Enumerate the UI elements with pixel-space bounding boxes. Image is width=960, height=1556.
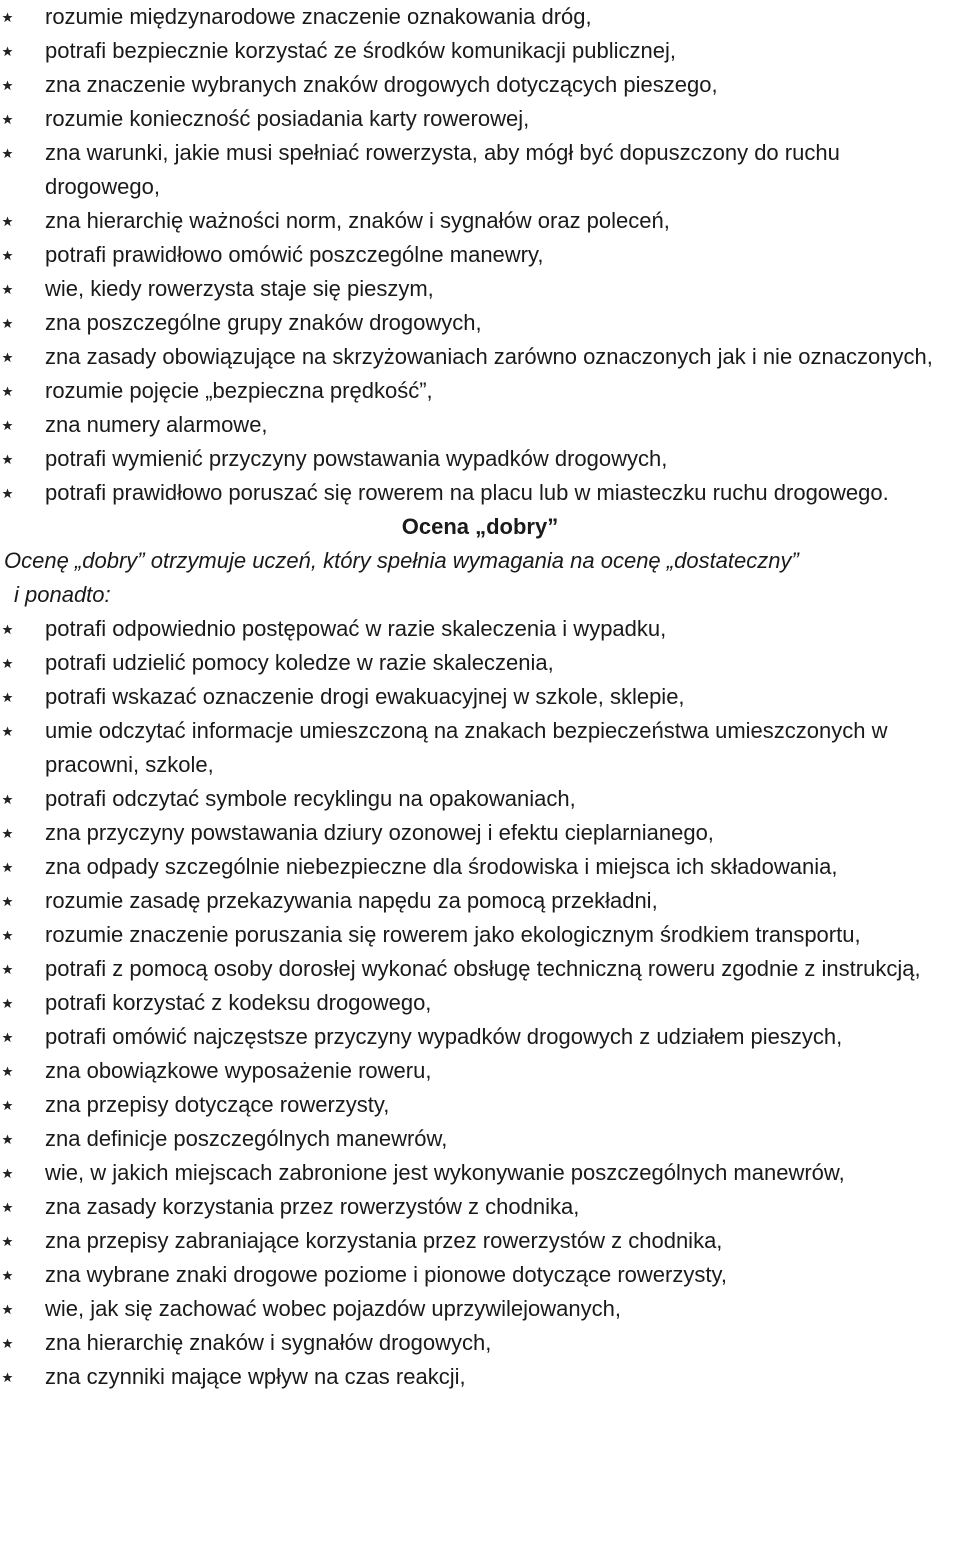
star-bullet-icon — [0, 952, 14, 986]
list-item — [0, 612, 960, 646]
star-bullet-icon — [0, 850, 14, 884]
list-item — [0, 1054, 960, 1088]
list-item-text: potrafi prawidłowo poruszać się rowerem na placu lub w miasteczku ruchu drogowego. — [45, 480, 889, 505]
star-bullet-icon — [0, 1190, 14, 1224]
list-item-text: zna czynniki mające wpływ na czas reakcji, — [45, 1364, 466, 1389]
star-bullet-icon — [0, 272, 14, 306]
list-item — [0, 408, 960, 442]
star-bullet-icon — [0, 782, 14, 816]
list-item — [0, 986, 960, 1020]
list-item-text: potrafi odpowiednio postępować w razie skaleczenia i wypadku, — [45, 616, 667, 641]
star-bullet-icon — [0, 1054, 14, 1088]
list-item-text: rozumie pojęcie „bezpieczna prędkość”, — [45, 378, 433, 403]
star-bullet-icon — [0, 102, 14, 136]
list-item-text: potrafi bezpiecznie korzystać ze środków komunikacji publicznej, — [45, 38, 676, 63]
list-item — [0, 918, 960, 952]
list-item — [0, 272, 960, 306]
star-bullet-icon — [0, 340, 14, 374]
list-item-text: potrafi wskazać oznaczenie drogi ewakuacyjnej w szkole, sklepie, — [45, 684, 685, 709]
star-bullet-icon — [0, 714, 14, 748]
list-item-text: potrafi prawidłowo omówić poszczególne manewry, — [45, 242, 544, 267]
list-item-text: zna zasady obowiązujące na skrzyżowaniach zarówno oznaczonych jak i nie oznaczonych, — [45, 344, 933, 369]
list-item — [0, 0, 960, 34]
list-item — [0, 374, 960, 408]
star-bullet-icon — [0, 34, 14, 68]
list-item — [0, 340, 960, 374]
list-item-text: zna wybrane znaki drogowe poziome i pionowe dotyczące rowerzysty, — [45, 1262, 727, 1287]
list-item-text: potrafi z pomocą osoby dorosłej wykonać obsługę techniczną roweru zgodnie z instrukcją, — [45, 956, 921, 981]
list-item-text: rozumie międzynarodowe znaczenie oznakowania dróg, — [45, 4, 592, 29]
list-item — [0, 476, 960, 510]
star-bullet-icon — [0, 68, 14, 102]
list-item-text: potrafi udzielić pomocy koledze w razie skaleczenia, — [45, 650, 554, 675]
list-item — [0, 1258, 960, 1292]
list-item-text: zna obowiązkowe wyposażenie roweru, — [45, 1058, 432, 1083]
list-item — [0, 884, 960, 918]
list-item-text: wie, jak się zachować wobec pojazdów uprzywilejowanych, — [45, 1296, 621, 1321]
list-item-text: zna hierarchię znaków i sygnałów drogowych, — [45, 1330, 492, 1355]
star-bullet-icon — [0, 1156, 14, 1190]
list-item-text: zna zasady korzystania przez rowerzystów z chodnika, — [45, 1194, 580, 1219]
star-bullet-icon — [0, 1326, 14, 1360]
list-item — [0, 646, 960, 680]
grade-heading: Ocena „dobry” — [401, 514, 559, 539]
list-item — [0, 680, 960, 714]
requirements-list-basic — [0, 0, 960, 510]
star-bullet-icon — [0, 1258, 14, 1292]
star-bullet-icon — [0, 986, 14, 1020]
list-item — [0, 306, 960, 340]
list-item-text: wie, w jakich miejscach zabronione jest wykonywanie poszczególnych manewrów, — [45, 1160, 845, 1185]
list-item-text: umie odczytać informacje umieszczoną na znakach bezpieczeństwa umieszczonych w pracowni, szkole, — [45, 718, 888, 777]
list-item — [0, 68, 960, 102]
star-bullet-icon — [0, 680, 14, 714]
list-item — [0, 1224, 960, 1258]
list-item — [0, 102, 960, 136]
list-item — [0, 1292, 960, 1326]
list-item-text: zna poszczególne grupy znaków drogowych, — [45, 310, 482, 335]
list-item-text: zna przepisy zabraniające korzystania przez rowerzystów z chodnika, — [45, 1228, 723, 1253]
star-bullet-icon — [0, 1224, 14, 1258]
list-item-text: wie, kiedy rowerzysta staje się pieszym, — [45, 276, 434, 301]
requirements-list-good — [0, 612, 960, 1394]
star-bullet-icon — [0, 918, 14, 952]
list-item-text: potrafi korzystać z kodeksu drogowego, — [45, 990, 432, 1015]
list-item-text: zna numery alarmowe, — [45, 412, 268, 437]
star-bullet-icon — [0, 1020, 14, 1054]
list-item-text: zna warunki, jakie musi spełniać rowerzysta, aby mógł być dopuszczony do ruchu drogowego, — [45, 140, 840, 199]
star-bullet-icon — [0, 1292, 14, 1326]
list-item — [0, 1020, 960, 1054]
list-item — [0, 782, 960, 816]
list-item — [0, 1360, 960, 1394]
list-item-text: rozumie konieczność posiadania karty rowerowej, — [45, 106, 530, 131]
list-item-text: zna przyczyny powstawania dziury ozonowej i efektu cieplarnianego, — [45, 820, 714, 845]
list-item-text: potrafi omówić najczęstsze przyczyny wypadków drogowych z udziałem pieszych, — [45, 1024, 843, 1049]
star-bullet-icon — [0, 884, 14, 918]
grade-intro-continuation: i ponadto: — [14, 582, 111, 607]
list-item — [0, 1088, 960, 1122]
star-bullet-icon — [0, 442, 14, 476]
star-bullet-icon — [0, 646, 14, 680]
list-item — [0, 850, 960, 884]
grade-intro-text: Ocenę „dobry” otrzymuje uczeń, który spełnia wymagania na ocenę „dostateczny” — [4, 548, 799, 573]
list-item-text: zna odpady szczególnie niebezpieczne dla środowiska i miejsca ich składowania, — [45, 854, 838, 879]
list-item-text: zna hierarchię ważności norm, znaków i sygnałów oraz poleceń, — [45, 208, 670, 233]
list-item — [0, 204, 960, 238]
list-item — [0, 714, 960, 782]
star-bullet-icon — [0, 1088, 14, 1122]
star-bullet-icon — [0, 408, 14, 442]
star-bullet-icon — [0, 612, 14, 646]
list-item-text: rozumie zasadę przekazywania napędu za pomocą przekładni, — [45, 888, 658, 913]
list-item — [0, 1122, 960, 1156]
list-item — [0, 952, 960, 986]
star-bullet-icon — [0, 1122, 14, 1156]
star-bullet-icon — [0, 476, 14, 510]
list-item — [0, 238, 960, 272]
star-bullet-icon — [0, 1360, 14, 1394]
list-item-text: zna znaczenie wybranych znaków drogowych dotyczących pieszego, — [45, 72, 718, 97]
list-item-text: zna definicje poszczególnych manewrów, — [45, 1126, 448, 1151]
list-item — [0, 1326, 960, 1360]
list-item — [0, 816, 960, 850]
star-bullet-icon — [0, 306, 14, 340]
star-bullet-icon — [0, 374, 14, 408]
star-bullet-icon — [0, 0, 14, 34]
star-bullet-icon — [0, 816, 14, 850]
list-item-text: potrafi odczytać symbole recyklingu na opakowaniach, — [45, 786, 576, 811]
list-item — [0, 34, 960, 68]
list-item — [0, 442, 960, 476]
list-item-text: potrafi wymienić przyczyny powstawania wypadków drogowych, — [45, 446, 668, 471]
list-item — [0, 136, 960, 204]
list-item-text: rozumie znaczenie poruszania się rowerem jako ekologicznym środkiem transportu, — [45, 922, 861, 947]
list-item — [0, 1190, 960, 1224]
star-bullet-icon — [0, 136, 14, 170]
list-item-text: zna przepisy dotyczące rowerzysty, — [45, 1092, 390, 1117]
list-item — [0, 1156, 960, 1190]
star-bullet-icon — [0, 204, 14, 238]
star-bullet-icon — [0, 238, 14, 272]
